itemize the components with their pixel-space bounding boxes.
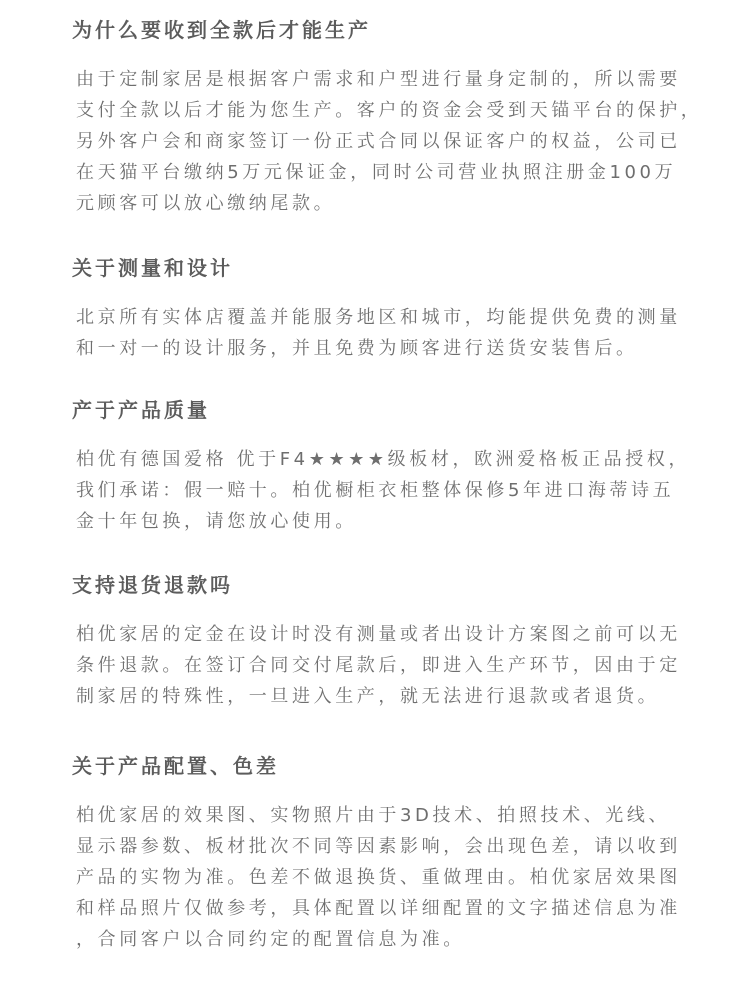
section-heading: 支持退货退款吗	[72, 573, 233, 597]
body-line: 我们承诺：假一赔十。柏优橱柜衣柜整体保修5年进口海蒂诗五	[76, 480, 675, 501]
section-heading: 关于测量和设计	[72, 256, 233, 280]
section-heading: 关于产品配置、色差	[72, 754, 279, 778]
body-line: 金十年包换，请您放心使用。	[76, 511, 357, 532]
body-line: 柏优家居的定金在设计时没有测量或者出设计方案图之前可以无	[76, 624, 681, 645]
section-body	[72, 302, 682, 364]
body-line: 制家居的特殊性，一旦进入生产，就无法进行退款或者退货。	[76, 686, 660, 707]
faq-section-product-quality	[72, 396, 691, 537]
body-line: 另外客户会和商家签订一份正式合同以保证客户的权益，公司已	[76, 131, 681, 152]
section-heading: 产于产品质量	[72, 398, 210, 422]
section-body	[72, 444, 691, 537]
faq-section-full-payment	[72, 16, 703, 219]
section-body	[72, 800, 682, 955]
body-line: 北京所有实体店覆盖并能服务地区和城市，均能提供免费的测量	[76, 307, 681, 328]
section-body	[72, 64, 703, 219]
body-line: 元顾客可以放心缴纳尾款。	[76, 193, 336, 214]
body-line: 由于定制家居是根据客户需求和户型进行量身定制的，所以需要	[76, 69, 681, 90]
body-line: 支付全款以后才能为您生产。客户的资金会受到天锚平台的保护，	[76, 100, 703, 121]
section-heading: 为什么要收到全款后才能生产	[72, 18, 371, 42]
body-line: 柏优有德国爱格 优于F4★★★★级板材，欧洲爱格板正品授权，	[76, 449, 691, 470]
faq-section-refund	[72, 571, 682, 712]
faq-section-measure-design	[72, 254, 682, 364]
body-line: 条件退款。在签订合同交付尾款后，即进入生产环节，因由于定	[76, 655, 681, 676]
section-body	[72, 619, 682, 712]
body-line: 和样品照片仅做参考，具体配置以详细配置的文字描述信息为准	[76, 898, 681, 919]
body-line: 和一对一的设计服务，并且免费为顾客进行送货安装售后。	[76, 338, 638, 359]
body-line: 在天猫平台缴纳5万元保证金，同时公司营业执照注册金100万	[76, 162, 677, 183]
faq-section-config-color	[72, 752, 682, 955]
body-line: ，合同客户以合同约定的配置信息为准。	[76, 929, 465, 950]
body-line: 显示器参数、板材批次不同等因素影响，会出现色差，请以收到	[76, 836, 681, 857]
body-line: 产品的实物为准。色差不做退换货、重做理由。柏优家居效果图	[76, 867, 681, 888]
body-line: 柏优家居的效果图、实物照片由于3D技术、拍照技术、光线、	[76, 805, 671, 826]
